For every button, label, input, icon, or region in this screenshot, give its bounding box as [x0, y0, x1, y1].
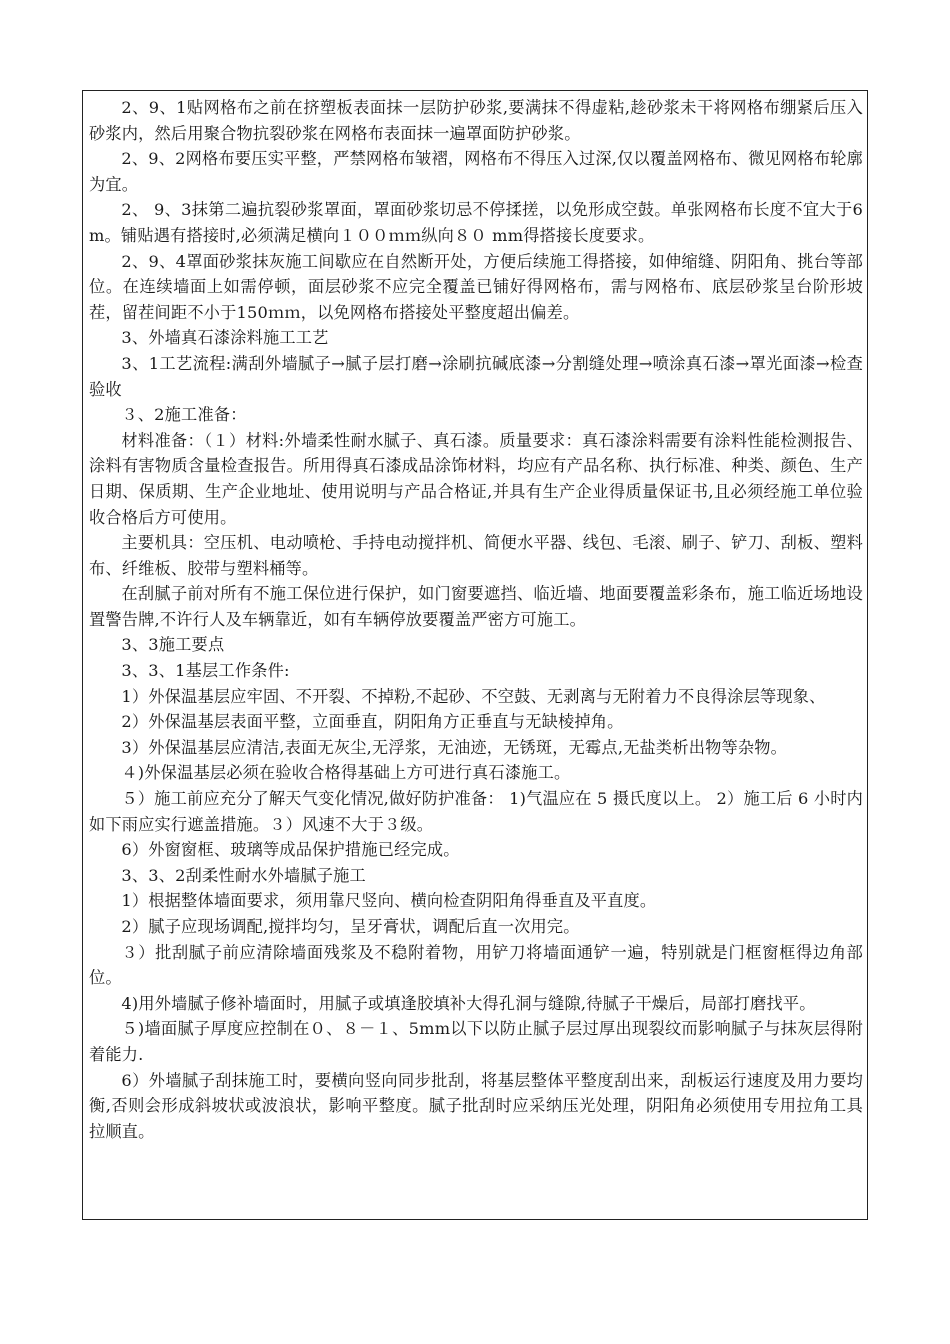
- list-item: 2）腻子应现场调配,搅拌均匀，呈牙膏状，调配后直一次用完。: [121, 917, 580, 936]
- paragraph: 材料准备：（１）材料:外墙柔性耐水腻子、真石漆。质量要求：真石漆涂料需要有涂料性能检测报告、涂料有害物质含量检查报告。所用得真石漆成品涂饰材料，均应有产品名称、执行标准、种类、颜色、生产日期、保质期、生产企业地址、使用说明与产品合格证,并具有生产企业得质量保证书,且必须经施工单位验收合格后方可使用。: [89, 430, 863, 527]
- paragraph: 2、 9、3抹第二遍抗裂砂浆罩面，罩面砂浆切忌不停揉搓，以免形成空鼓。单张网格布长度不宜大于6m。铺贴遇有搭接时,必须满足横向１００ｍｍ纵向８０ mm得搭接长度要求。: [89, 200, 863, 245]
- paragraph: 2、9、2网格布要压实平整，严禁网格布皱褶，网格布不得压入过深,仅以覆盖网格布、微见网格布轮廓为宜。: [89, 149, 863, 194]
- list-item: 3）外保温基层应清洁,表面无灰尘,无浮浆，无油迹，无锈斑，无霉点,无盐类析出物等杂物。: [121, 737, 788, 757]
- list-item: ５)墙面腻子厚度应控制在０、８－１、5mm以下以防止腻子层过厚出现裂纹而影响腻子与抹灰层得附着能力.: [89, 1019, 863, 1064]
- paragraph: 2、9、4罩面砂浆抹灰施工间歇应在自然断开处，方便后续施工得搭接，如伸缩缝、阴阳角、挑台等部位。在连续墙面上如需停顿，面层砂浆不应完全覆盖已铺好得网格布，需与网格布、底层砂浆呈台阶形坡茬，留茬间距不小于150ｍｍ，以免网格布搭接处平整度超出偏差。: [89, 251, 863, 322]
- list-item: 6）外墙腻子刮抹施工时，要横向竖向同步批刮，将基层整体平整度刮出来，刮板运行速度及用力要均衡,否则会形成斜坡状或波浪状，影响平整度。腻子批刮时应采纳压光处理，阴阳角必须使用专用拉角工具拉顺直。: [89, 1070, 863, 1141]
- subsection-heading: ３、2施工准备：: [121, 405, 247, 425]
- list-item: 1）根据整体墙面要求，须用靠尺竖向、横向检查阴阳角得垂直及平直度。: [121, 891, 657, 911]
- list-item: 6）外窗窗框、玻璃等成品保护措施已经完成。: [121, 840, 460, 860]
- paragraph: 3、1工艺流程:满刮外墙腻子→腻子层打磨→涂刷抗碱底漆→分割缝处理→喷涂真石漆→罩光面漆→检查验收: [89, 353, 863, 399]
- list-item: 1）外保温基层应牢固、不开裂、不掉粉,不起砂、不空鼓、无剥离与无附着力不良得涂层等现象、: [121, 686, 826, 706]
- subsection-heading: 3、3、2刮柔性耐水外墙腻子施工: [121, 865, 366, 885]
- list-item: ４)外保温基层必须在验收合格得基础上方可进行真石漆施工。: [121, 763, 571, 783]
- list-item: ３）批刮腻子前应清除墙面残浆及不稳附着物，用铲刀将墙面通铲一遍，特别就是门框窗框得边角部位。: [89, 942, 863, 988]
- document-body: [89, 95, 863, 1144]
- paragraph: 2、9、1贴网格布之前在挤塑板表面抹一层防护砂浆,要满抹不得虚粘,趁砂浆未干将网格布绷紧后压入砂浆内，然后用聚合物抗裂砂浆在网格布表面抹一遍罩面防护砂浆。: [89, 98, 863, 143]
- subsection-heading: 3、3、1基层工作条件:: [121, 661, 290, 681]
- section-heading: 3、外墙真石漆涂料施工工艺: [121, 328, 329, 348]
- subsection-heading: 3、3施工要点: [121, 635, 225, 655]
- list-item: ５）施工前应充分了解天气变化情况,做好防护准备： 1)气温应在 5 摄氏度以上。 2）施工后 6 小时内如下雨应实行遮盖措施。３）风速不大于３级。: [89, 789, 863, 834]
- list-item: 4)用外墙腻子修补墙面时，用腻子或填逢胶填补大得孔洞与缝隙,待腻子干燥后，局部打磨找平。: [121, 993, 816, 1013]
- list-item: 2）外保温基层表面平整，立面垂直，阴阳角方正垂直与无缺棱掉角。: [121, 712, 624, 732]
- paragraph: 在刮腻子前对所有不施工保位进行保护，如门窗要遮挡、临近墙、地面要覆盖彩条布，施工临近场地设置警告牌,不许行人及车辆靠近，如有车辆停放要覆盖严密方可施工。: [89, 584, 863, 629]
- paragraph: 主要机具：空压机、电动喷枪、手持电动搅拌机、简便水平器、线包、毛滚、刷子、铲刀、刮板、塑料布、纤维板、胶带与塑料桶等。: [89, 533, 863, 578]
